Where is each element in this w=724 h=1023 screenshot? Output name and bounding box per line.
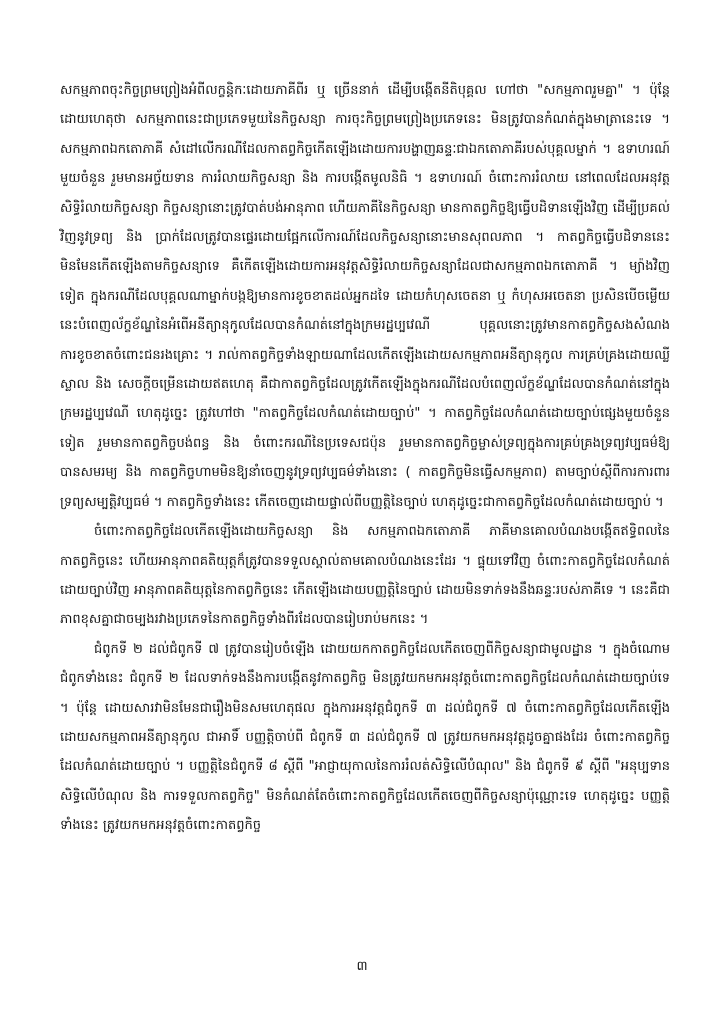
paragraph-2: ចំពោះកាតព្វកិច្ចដែលកើតឡើងដោយកិច្ចសន្យា និង សកម្មភាពឯកតោភាគី ភាគីមានគោលបំណងបង្កើតឥទ្ធិពលនៃកាតព្វកិច្ចនេះ ហើយអានុភាពគតិយុត្តក៏ត្រូវបានទទួលស្គាល់តាមគោលបំណងនេះដែរ ។ ផ្ទុយទៅវិញ ចំពោះកាតព្វកិច្ចដែលកំណត់ដោយច្បាប់វិញ អានុភាពគតិយុត្តនៃកាតព្វកិច្ចនេះ កើតឡើងដោយបញ្ញត្តិនៃច្បាប់ ដោយមិនទាក់ទងនឹងឆន្ទៈរបស់ភាគីទេ ។ នេះគឺជាភាពខុសគ្នាជាចម្បងរវាងប្រភេទនៃកាតព្វកិច្ចទាំងពីរដែលបានរៀបរាប់មកនេះ ។ — [60, 524, 670, 628]
page-number: ៣ — [356, 959, 368, 974]
paragraph-1: សកម្មភាពចុះកិច្ចព្រមព្រៀងអំពីលក្ខន្តិកៈដោយភាគីពីរ ឬ ច្រើននាក់ ដើម្បីបង្កើតនីតិបុគ្គល ហៅថា "សកម្មភាពរួមគ្នា" ។ ប៉ុន្តែ ដោយហេតុថា សកម្មភាពនេះជាប្រភេទមួយនៃកិច្ចសន្យា ការចុះកិច្ចព្រមព្រៀងប្រភេទនេះ មិនត្រូវបានកំណត់ក្នុងមាត្រានេះទេ ។ សកម្មភាពឯកតោភាគី សំដៅលើករណីដែលកាតព្វកិច្ចកើតឡើងដោយការបង្ហាញឆន្ទៈជាឯកតោភាគីរបស់បុគ្គលម្នាក់ ។ ឧទាហរណ៍មួយចំនួន រួមមានអច្ច័យទាន ការរំលាយកិច្ចសន្យា និង ការបង្កើតមូលនិធិ ។ ឧទាហរណ៍ ចំពោះការរំលាយ នៅពេលដែលអនុវត្តសិទ្ធិរំលាយកិច្ចសន្យា កិច្ចសន្យានោះត្រូវបាត់បង់អានុភាព ហើយភាគីនៃកិច្ចសន្យា មានកាតព្វកិច្ចឱ្យធ្វើបដិទានឡើងវិញ ដើម្បីប្រគល់វិញនូវទ្រព្យ និង ប្រាក់ដែលត្រូវបានផ្ទេរដោយផ្អែកលើការណ៍ដែលកិច្ចសន្យានោះមានសុពលភាព ។ កាតព្វកិច្ចធ្វើបដិទាននេះ មិនមែនកើតឡើងតាមកិច្ចសន្យាទេ គឺកើតឡើងដោយការអនុវត្តសិទ្ធិរំលាយកិច្ចសន្យាដែលជាសកម្មភាពឯកតោភាគី ។ ម្យ៉ាងវិញទៀត ក្នុងករណីដែលបុគ្គលណាម្នាក់បង្កឱ្យមានការខូចខាតដល់អ្នកដទៃ ដោយកំហុសចេតនា ឬ កំហុសអចេតនា ប្រសិនបើចម្លើយនេះបំពេញល័ក្ខខ័ណ្ឌនៃអំពើអនីត្យានុកូលដែលបានកំណត់នៅក្នុងក្រមរដ្ឋប្បវេណី បុគ្គលនោះត្រូវមានកាតព្វកិច្ចសងសំណងការខូចខាតចំពោះជនរងគ្រោះ ។ រាល់កាតព្វកិច្ចទាំងឡាយណាដែលកើតឡើងដោយសកម្មភាពអនីត្យានុកូល ការគ្រប់គ្រងដោយឈ្លីស្លាល និង សេចក្ដីចម្រើនដោយឥតហេតុ គឺជាកាតព្វកិច្ចដែលត្រូវកើតឡើងក្នុងករណីដែលបំពេញល័ក្ខខ័ណ្ឌដែលបានកំណត់នៅក្នុងក្រមរដ្ឋប្បវេណី ហេតុដូច្នេះ ត្រូវហៅថា "កាតព្វកិច្ចដែលកំណត់ដោយច្បាប់" ។ កាតព្វកិច្ចដែលកំណត់ដោយច្បាប់ផ្សេងមួយចំនួនទៀត រួមមានកាតព្វកិច្ចបង់ពន្ធ និង ចំពោះករណីនៃប្រទេសជប៉ុន រួមមានកាតព្វកិច្ចម្ចាស់ទ្រព្យក្នុងការគ្រប់គ្រងទ្រព្យវប្បធម៌ឱ្យបានសមរម្យ និង កាតព្វកិច្ចហាមមិនឱ្យនាំចេញនូវទ្រព្យវប្បធម៌ទាំងនោះ ( កាតព្វកិច្ចមិនធ្វើសកម្មភាព) តាមច្បាប់ស្ដីពីការការពារទ្រព្យសម្បត្តិវប្បធម៌ ។ កាតព្វកិច្ចទាំងនេះ កើតចេញដោយផ្ទាល់ពីបញ្ញត្តិនៃច្បាប់ ហេតុដូច្នេះជាកាតព្វកិច្ចដែលកំណត់ដោយច្បាប់ ។ — [60, 83, 670, 510]
paragraph-3: ជំពូកទី ២ ដល់ជំពូកទី ៧ ត្រូវបានរៀបចំឡើង ដោយយកកាតព្វកិច្ចដែលកើតចេញពីកិច្ចសន្យាជាមូលដ្ឋាន ។ ក្នុងចំណោមជំពូកទាំងនេះ ជំពូកទី ២ ដែលទាក់ទងនឹងការបង្កើតនូវកាតព្វកិច្ច មិនត្រូវយកមកអនុវត្តចំពោះកាតព្វកិច្ចដែលកំណត់ដោយច្បាប់ទេ ។ ប៉ុន្តែ ដោយសារវាមិនមែនជារឿងមិនសមហេតុផល ក្នុងការអនុវត្តជំពូកទី ៣ ដល់ជំពូកទី ៧ ចំពោះកាតព្វកិច្ចដែលកើតឡើងដោយសកម្មភាពអនីត្យានុកូល ជាអាទិ៍ បញ្ញត្តិចាប់ពី ជំពូកទី ៣ ដល់ជំពូកទី ៧ ត្រូវយកមកអនុវត្តដូចគ្នាផងដែរ ចំពោះកាតព្វកិច្ចដែលកំណត់ដោយច្បាប់ ។ បញ្ញត្តិនៃជំពូកទី ៨ ស្ដីពី "អាជ្ញាយុកាលនៃការរំលត់សិទ្ធិលើបំណុល" និង ជំពូកទី ៩ ស្ដីពី "អនុប្បទានសិទ្ធិលើបំណុល និង ការទទួលកាតព្វកិច្ច" មិនកំណត់តែចំពោះកាតព្វកិច្ចដែលកើតចេញពីកិច្ចសន្យាប៉ុណ្ណោះទេ ហេតុដូច្នេះ បញ្ញត្តិទាំងនេះ ត្រូវយកមកអនុវត្តចំពោះកាតព្វកិច្ច — [60, 641, 670, 834]
body-text — [60, 76, 670, 841]
